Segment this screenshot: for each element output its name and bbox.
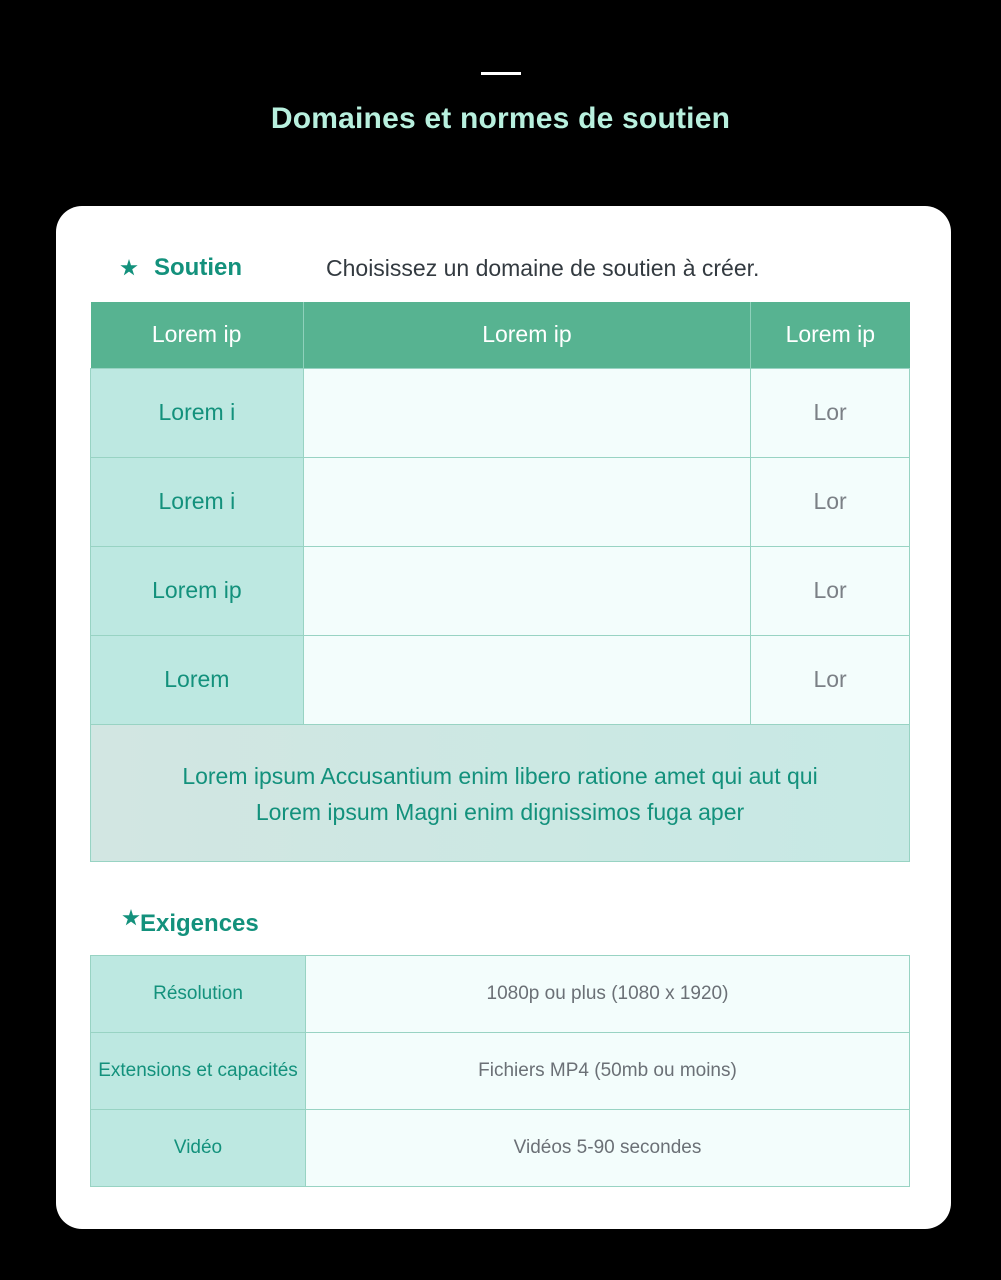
support-description: Choisissez un domaine de soutien à créer. [326, 255, 760, 281]
page-title: Domaines et normes de soutien [270, 102, 731, 135]
row-detail [303, 457, 750, 546]
column-header: Lorem ip [303, 302, 750, 368]
row-value: Lor [751, 546, 910, 635]
table-row [91, 956, 910, 1033]
note-line: Lorem ipsum Accusantium enim libero ratione amet qui aut qui [182, 762, 818, 789]
table-row [91, 1110, 910, 1187]
requirements-section-header [122, 910, 259, 938]
requirement-key: Extensions et capacités [91, 1033, 306, 1110]
table-row [91, 457, 910, 546]
support-section-header [120, 254, 242, 282]
row-value: Lor [751, 457, 910, 546]
support-label: Soutien [154, 254, 242, 281]
row-detail [303, 635, 750, 724]
title-divider [481, 72, 521, 75]
star-icon [120, 259, 138, 277]
table-note [91, 724, 910, 861]
row-detail [303, 368, 750, 457]
requirements-table [90, 955, 910, 1187]
requirement-key: Vidéo [91, 1110, 306, 1187]
requirement-key: Résolution [91, 956, 306, 1033]
table-header-row [91, 302, 910, 368]
support-table [90, 302, 910, 862]
content-card [56, 206, 951, 1229]
column-header: Lorem ip [751, 302, 910, 368]
table-row [91, 635, 910, 724]
column-header: Lorem ip [91, 302, 304, 368]
table-row [91, 546, 910, 635]
row-value: Lor [751, 368, 910, 457]
row-detail [303, 546, 750, 635]
row-name: Lorem [91, 635, 304, 724]
requirement-value: 1080p ou plus (1080 x 1920) [306, 956, 910, 1033]
row-name: Lorem i [91, 457, 304, 546]
table-note-row [91, 724, 910, 861]
requirements-label: Exigences [140, 910, 259, 937]
table-row [91, 368, 910, 457]
star-icon [122, 909, 140, 927]
row-name: Lorem i [91, 368, 304, 457]
requirement-value: Fichiers MP4 (50mb ou moins) [306, 1033, 910, 1110]
row-value: Lor [751, 635, 910, 724]
note-line: Lorem ipsum Magni enim dignissimos fuga aper [255, 798, 745, 825]
table-row [91, 1033, 910, 1110]
requirement-value: Vidéos 5-90 secondes [306, 1110, 910, 1187]
row-name: Lorem ip [91, 546, 304, 635]
